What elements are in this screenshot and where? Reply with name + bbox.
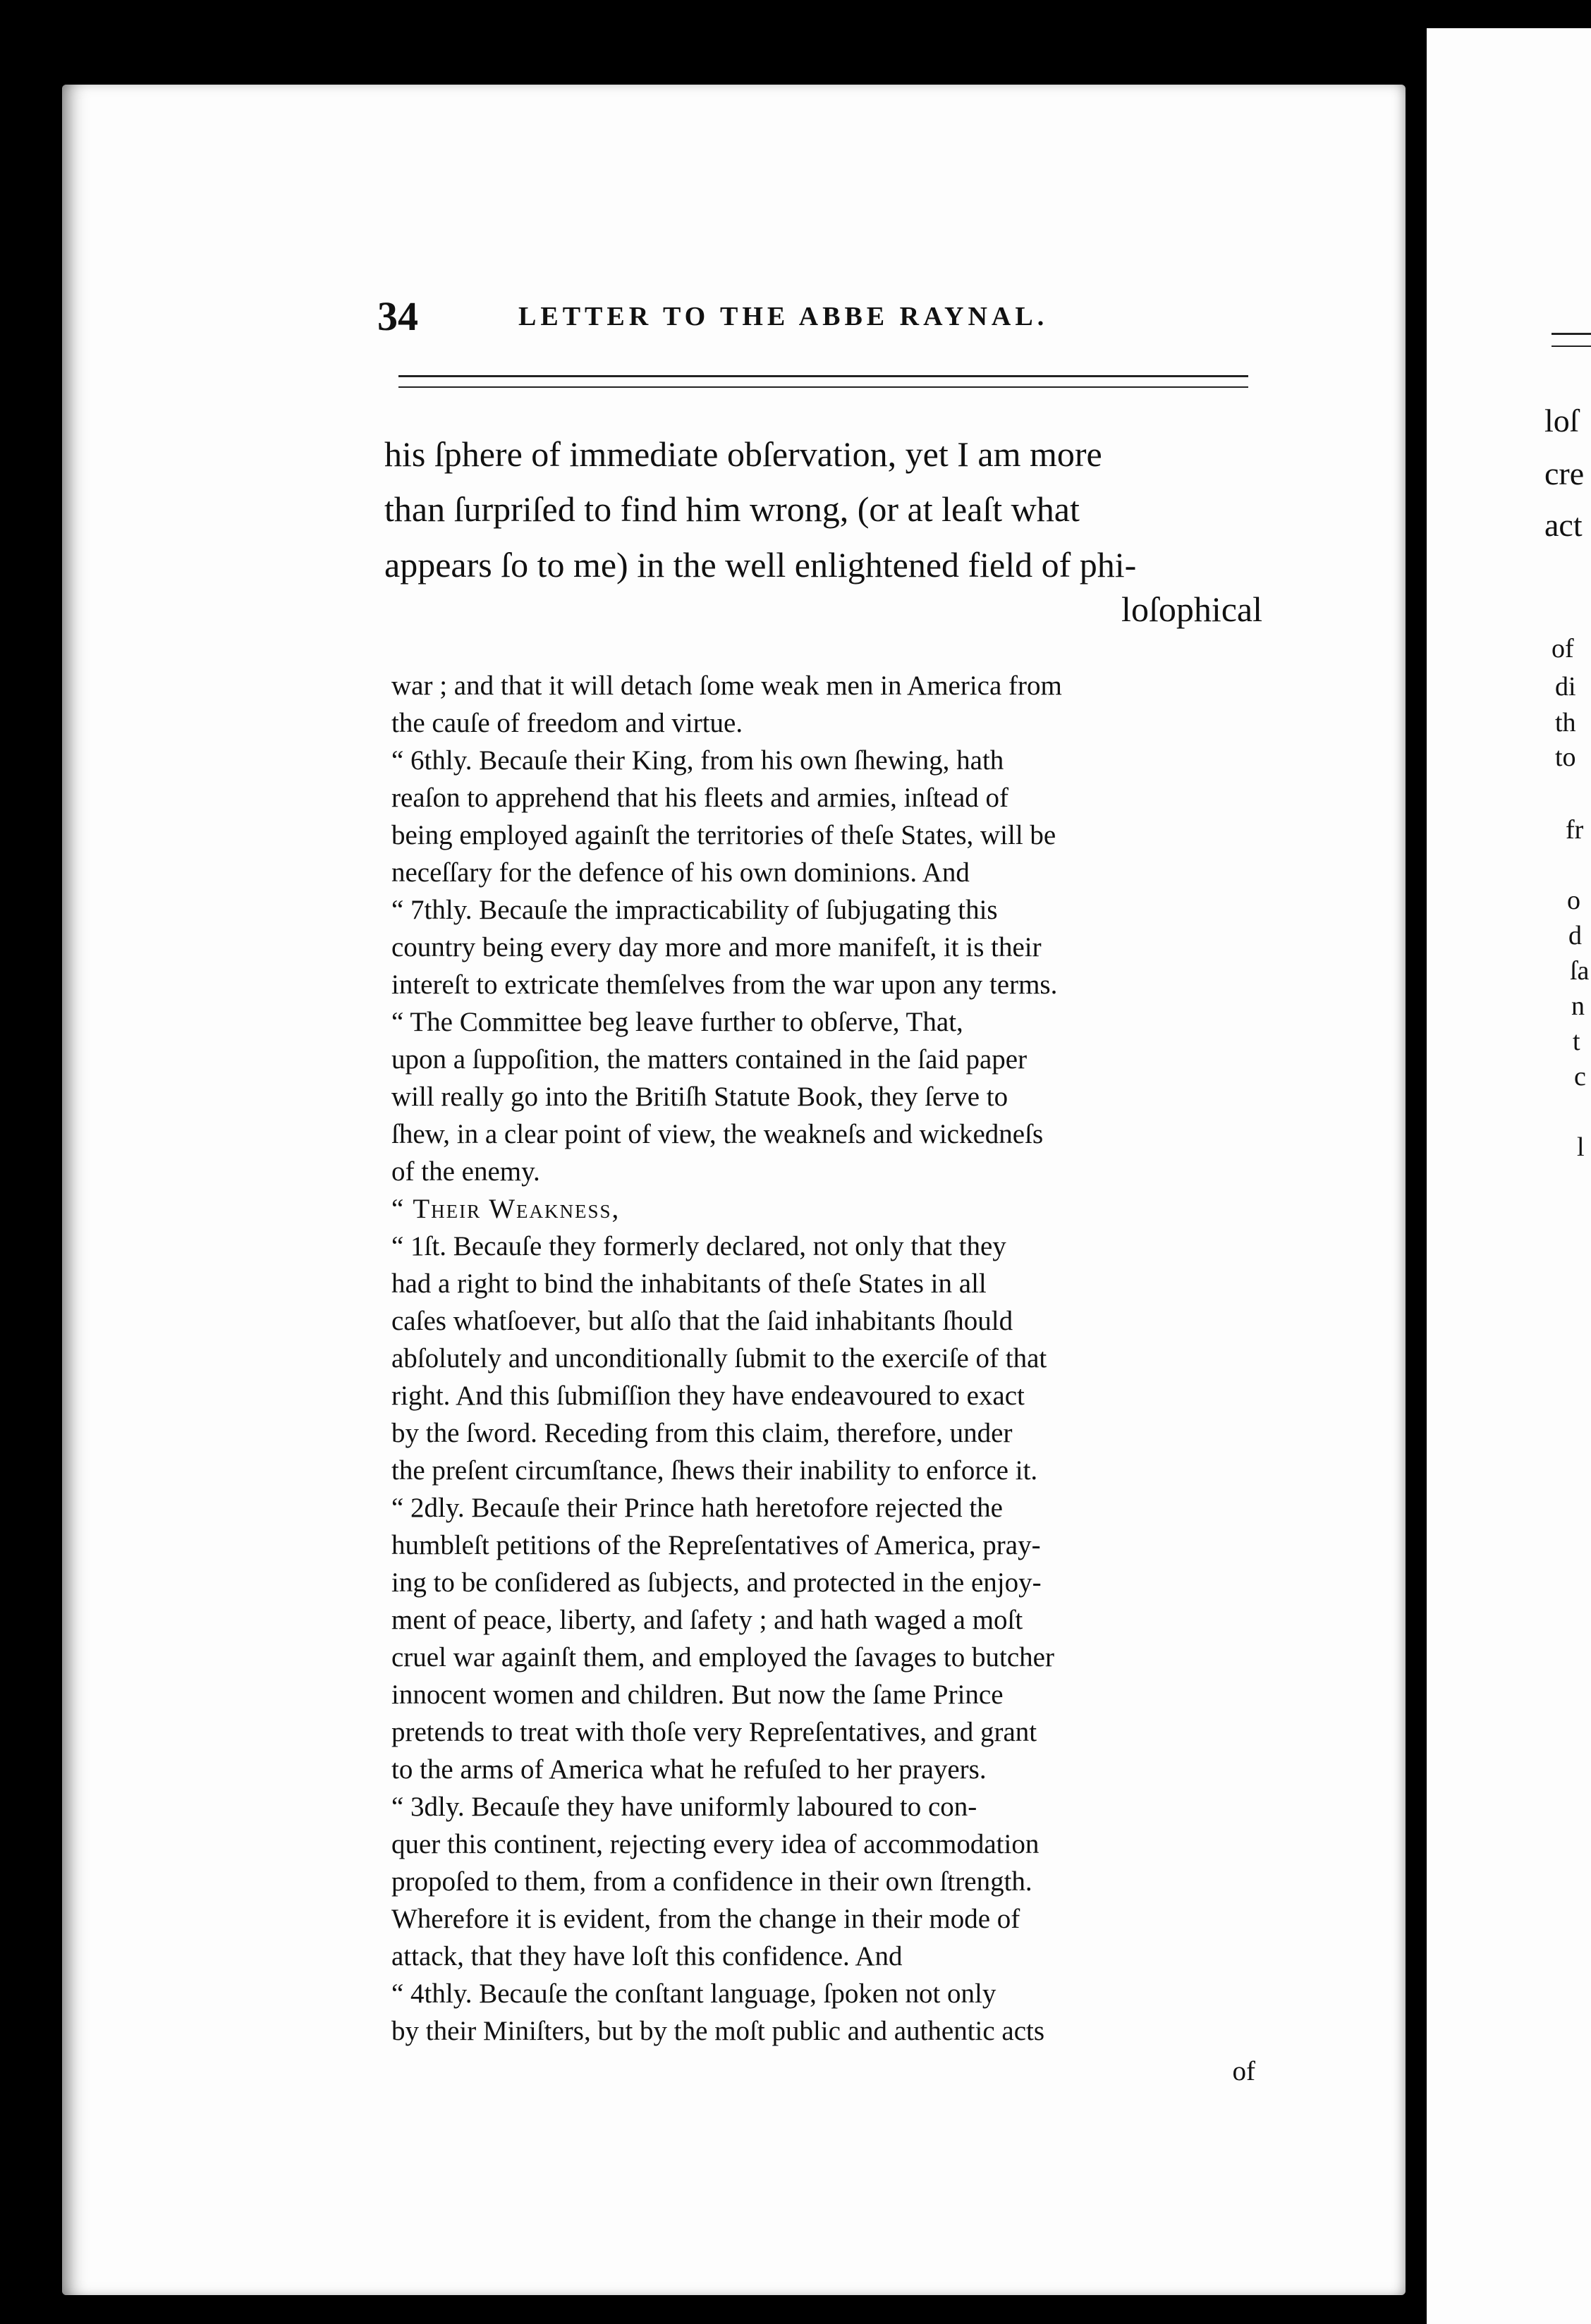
text-line: being employed againſt the territories of theſe States, will be — [391, 820, 1056, 850]
text-line: reaſon to apprehend that his fleets and armies, inſtead of — [391, 783, 1009, 813]
text-line: attack, that they have loſt this confidence. And — [391, 1941, 903, 1971]
fragment-line: t — [1573, 1027, 1580, 1056]
section-heading: “ Their Weakness, — [391, 1194, 621, 1224]
header-rule-bottom — [398, 386, 1248, 388]
text-line: by their Miniſters, but by the moſt public and authentic acts — [391, 2016, 1045, 2046]
text-line: his ſphere of immediate obſervation, yet I am more — [384, 434, 1102, 474]
text-line: “ The Committee beg leave further to obſerve, That, — [391, 1007, 963, 1037]
running-head: LETTER TO THE ABBE RAYNAL. — [518, 302, 1049, 331]
text-line: cruel war againſt them, and employed the ſavages to butcher — [391, 1642, 1054, 1672]
next-page-rule-top — [1552, 333, 1591, 335]
next-page-rule-bottom — [1552, 345, 1591, 347]
text-line: innocent women and children. But now the ſame Prince — [391, 1680, 1004, 1710]
text-line: the cauſe of freedom and virtue. — [391, 708, 743, 738]
text-line: propoſed to them, from a confidence in their own ſtrength. — [391, 1866, 1032, 1897]
text-line: of the enemy. — [391, 1156, 540, 1187]
page-header — [377, 293, 1280, 349]
book-gutter — [1406, 71, 1427, 2313]
text-line: the preſent circumſtance, ſhews their inability to enforce it. — [391, 1455, 1038, 1486]
text-line: loſophical — [1121, 589, 1262, 629]
text-line: had a right to bind the inhabitants of theſe States in all — [391, 1268, 987, 1299]
fragment-line: fr — [1566, 815, 1584, 845]
text-line: to the arms of America what he refuſed to her prayers. — [391, 1754, 987, 1785]
text-line: ment of peace, liberty, and ſafety ; and hath waged a moſt — [391, 1605, 1023, 1635]
text-line: humbleſt petitions of the Repreſentatives of America, pray- — [391, 1530, 1041, 1560]
right-page-edge — [1427, 28, 1591, 2324]
text-line: by the ſword. Receding from this claim, therefore, under — [391, 1418, 1013, 1448]
fragment-line: n — [1571, 991, 1585, 1021]
text-line: Wherefore it is evident, from the change in their mode of — [391, 1904, 1020, 1934]
text-line: “ 6thly. Becauſe their King, from his own ſhewing, hath — [391, 745, 1004, 776]
text-line: country being every day more and more manifeſt, it is their — [391, 932, 1042, 962]
fragment-line: th — [1555, 708, 1576, 738]
fragment-line: to — [1555, 742, 1576, 772]
page-number: 34 — [377, 293, 418, 339]
text-line: neceſſary for the defence of his own dominions. And — [391, 857, 970, 888]
fragment-line: act — [1544, 507, 1583, 543]
fragment-line: di — [1555, 672, 1576, 702]
text-line: “ 7thly. Becauſe the impracticability of ſubjugating this — [391, 895, 998, 925]
text-line: will really go into the Britiſh Statute Book, they ſerve to — [391, 1082, 1008, 1112]
text-line: than ſurpriſed to find him wrong, (or at leaſt what — [384, 489, 1080, 529]
text-line: “ 3dly. Becauſe they have uniformly laboured to con- — [391, 1792, 977, 1822]
text-line: upon a ſuppoſition, the matters contained in the ſaid paper — [391, 1044, 1028, 1075]
fragment-line: of — [1552, 634, 1574, 663]
text-line: intereſt to extricate themſelves from the war upon any terms. — [391, 970, 1058, 1000]
text-line: ſhew, in a clear point of view, the weakneſs and wickedneſs — [391, 1119, 1044, 1149]
text-line: “ 2dly. Becauſe their Prince hath heretofore rejected the — [391, 1493, 1003, 1523]
text-line: abſolutely and unconditionally ſubmit to the exerciſe of that — [391, 1343, 1047, 1374]
text-line: right. And this ſubmiſſion they have endeavoured to exact — [391, 1381, 1025, 1411]
text-line: caſes whatſoever, but alſo that the ſaid inhabitants ſhould — [391, 1306, 1013, 1336]
header-rule-top — [398, 375, 1248, 377]
fragment-line: o — [1567, 886, 1580, 915]
fragment-line: c — [1574, 1062, 1586, 1091]
text-line: war ; and that it will detach ſome weak men in America from — [391, 671, 1062, 701]
fragment-line: loſ — [1544, 403, 1579, 439]
fragment-line: cre — [1544, 455, 1585, 491]
text-line: “ 4thly. Becauſe the conſtant language, ſpoken not only — [391, 1979, 996, 2009]
text-line: quer this continent, rejecting every idea of accommodation — [391, 1829, 1040, 1859]
catchword: of — [1232, 2056, 1255, 2086]
text-line: pretends to treat with thoſe very Repreſentatives, and grant — [391, 1717, 1037, 1747]
fragment-line: ſa — [1570, 956, 1590, 986]
text-line: “ 1ſt. Becauſe they formerly declared, not only that they — [391, 1231, 1006, 1261]
text-line: ing to be conſidered as ſubjects, and protected in the enjoy- — [391, 1567, 1042, 1598]
fragment-line: d — [1568, 921, 1582, 950]
text-line: appears ſo to me) in the well enlightened field of phi- — [384, 545, 1137, 585]
fragment-line: l — [1577, 1132, 1585, 1162]
